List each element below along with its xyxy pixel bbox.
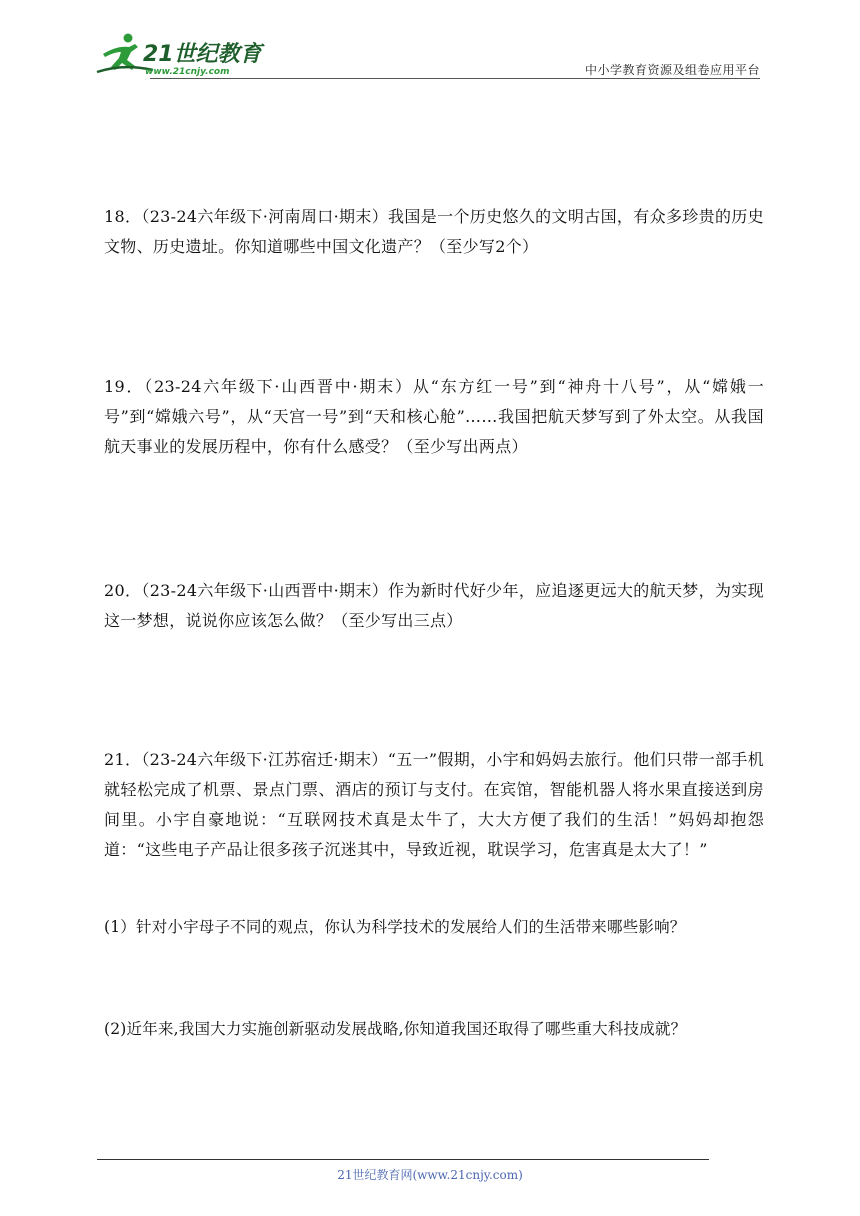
site-logo (95, 30, 295, 78)
question-20 (104, 576, 764, 636)
question-18-text: 18．（23-24六年级下·河南周口·期末）我国是一个历史悠久的文明古国，有众多珍贵的历史文物、历史遗址。你知道哪些中国文化遗产？（至少写2个） (104, 207, 764, 256)
page-header (95, 30, 760, 80)
question-20-text: 20．（23-24六年级下·山西晋中·期末）作为新时代好少年，应追逐更远大的航天梦，为实现这一梦想，说说你应该怎么做？（至少写出三点） (104, 581, 764, 630)
question-21-part-2: (2)近年来,我国大力实施创新驱动发展战略,你知道我国还取得了哪些重大科技成就？ (104, 1020, 687, 1038)
question-21-text: 21．（23-24六年级下·江苏宿迁·期末）“五一”假期，小宇和妈妈去旅行。他们只带一部手机就轻松完成了机票、景点门票、酒店的预订与支付。在宾馆，智能机器人将水果直接送到房间里。小宇自豪地说：“互联网技术真是太牛了，大大方便了我们的生活！”妈妈却抱怨道：“这些电子产品让很多孩子沉迷其中，导致近视，耽误学习，危害真是太大了！” (104, 750, 764, 859)
footer-text: 21世纪教育网(www.21cnjy.com) (337, 1168, 523, 1182)
question-19 (104, 372, 764, 462)
logo-text: 21世纪教育 (143, 42, 262, 67)
header-divider (150, 78, 760, 79)
header-platform-text: 中小学教育资源及组卷应用平台 (584, 63, 760, 77)
question-21 (104, 745, 764, 865)
question-19-text: 19．（23-24六年级下·山西晋中·期末）从“东方红一号”到“神舟十八号”，从“嫦娥一号”到“嫦娥六号”，从“天宫一号”到“天和核心舱”……我国把航天梦写到了外太空。从我国航天事业的发展历程中，你有什么感受？（至少写出两点） (104, 377, 764, 456)
question-21-part-1: (1）针对小宇母子不同的观点，你认为科学技术的发展给人们的生活带来哪些影响？ (104, 918, 686, 936)
logo-url: www.21cnjy.com (145, 67, 230, 77)
question-18 (104, 202, 764, 262)
footer-divider (97, 1159, 709, 1160)
